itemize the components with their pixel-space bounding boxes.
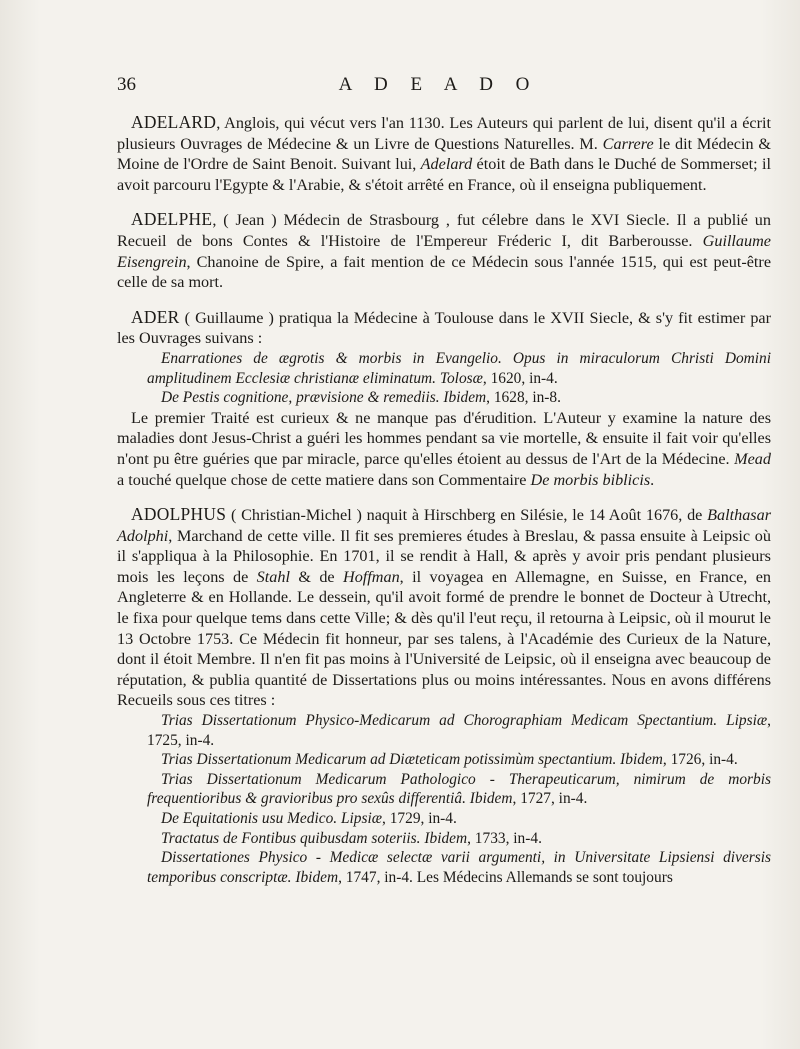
entry-text: étoit de Bath dans le Duché de Sommerset; il avoit parcouru l'Egypte & l'Arabie, & s'étoit arrêté en France, où il enseigna publiquement. — [117, 155, 771, 194]
italic-name: Hoffman — [343, 567, 400, 586]
italic-name: Adelard — [420, 155, 473, 174]
headword: ADER — [131, 306, 180, 327]
entry-paragraph — [117, 112, 771, 195]
page-content — [117, 112, 771, 901]
entry-text: Les Médecins Allemands se sont toujours — [412, 868, 673, 886]
work-imprint: , 1727, in-4. — [512, 790, 588, 808]
italic-name: Mead — [734, 449, 771, 468]
entry-text: le dit Médecin & Moine de l'Ordre de Saint Benoit. Suivant lui, — [117, 134, 771, 174]
entry-text: , il voyagea en Allemagne, en Suisse, en France, en Angleterre & en Hollande. Le dessein, qu'il avoit formé de prendre le bonnet de Docteur à Utrecht, le fixa pour quelque tems dans cette Ville; & dès qu'il l'eut reçu, il retourna à Leipsic, où il mourut le 13 Octobre 1753. Ce Médecin fit honneur, par ses talens, à l'Académie des Curieux de la Nature, dont il étoit Membre. Il n'en fit pas moins à l'Université de Leipsic, où il enseigna avec beaucoup de réputation, & publia quantité de Dissertations plus ou moins intéressantes. Nous en avons différens Recueils sous ces titres : — [117, 567, 771, 710]
entry-text: a touché quelque chose de cette matiere dans son Commentaire — [117, 470, 531, 489]
page-number: 36 — [117, 74, 136, 95]
italic-name: Guillaume Eisengrein — [117, 231, 771, 271]
entry-adelphe — [117, 209, 771, 292]
work-imprint: , 1747, in-4. — [338, 868, 413, 886]
bibliography-item — [117, 829, 771, 849]
page-header — [117, 74, 760, 100]
work-imprint: , 1729, in-4. — [382, 810, 457, 827]
headword: ADELARD — [131, 112, 217, 132]
bibliography-item — [117, 388, 771, 408]
entry-text: & de — [289, 567, 344, 586]
bibliography-item — [117, 711, 771, 750]
work-imprint: , 1628, in-8. — [486, 389, 561, 407]
work-title: Trias Dissertationum Medicarum ad Diæteticam potissimùm spectantium. Ibidem — [161, 751, 663, 769]
running-head: A D E A D O — [338, 74, 539, 95]
headword: ADELPHE — [131, 209, 213, 230]
entry-adolphus — [117, 504, 771, 887]
entry-adelard — [117, 112, 771, 195]
work-title: Trias Dissertationum Medicarum Pathologico - Therapeuticarum, nimirum de morbis frequentioribus & gravioribus pro sexûs differentiâ. Ibidem — [147, 770, 771, 808]
entry-text: ( Christian-Michel ) naquit à Hirschberg en Silésie, le 14 Août 1676, de — [226, 506, 708, 525]
entry-text: , ( Jean ) Médecin de Strasbourg , fut célebre dans le XVI Siecle. Il a publié un Recueil de bons Contes & l'Histoire de l'Empereur Fréderic I, dit Barberousse. — [117, 211, 771, 250]
entry-text: Le premier Traité est curieux & ne manque pas d'érudition. L'Auteur y examine la nature des maladies dont Jesus-Christ a guéri les hommes pendant sa vie mortelle, & ensuite il fait voir qu'elles n'ont pu être guéries que par miracle, parce qu'elles étoient au dessus de l'Art de la Médecine. — [117, 408, 771, 468]
headword: ADOLPHUS — [131, 504, 227, 525]
work-title: Enarrationes de ægrotis & morbis in Evangelio. Opus in miraculorum Christi Domini amplitudinem Ecclesiæ christianæ eliminatum. Tolosæ — [147, 349, 771, 387]
bibliography-item — [117, 809, 771, 829]
entry-text: , Chanoine de Spire, a fait mention de ce Médecin sous l'année 1515, qui est peut-être celle de sa mort. — [117, 252, 771, 292]
work-title: De Pestis cognitione, prævisione & remediis. Ibidem — [161, 389, 487, 407]
entry-text: ( Guillaume ) pratiqua la Médecine à Toulouse dans le XVII Siecle, & s'y fit estimer par les Ouvrages suivans : — [117, 308, 771, 348]
work-imprint: , 1725, in-4. — [147, 712, 771, 749]
bibliography-item — [117, 848, 771, 887]
italic-name: Stahl — [256, 567, 290, 586]
entry-ader — [117, 307, 771, 490]
bibliography-item — [117, 750, 771, 770]
work-imprint: , 1726, in-4. — [662, 751, 738, 769]
entry-paragraph — [117, 408, 771, 490]
italic-name: Balthasar Adolphi — [117, 506, 771, 545]
work-imprint: , 1733, in-4. — [467, 829, 542, 847]
italic-title: De morbis biblicis — [530, 470, 651, 489]
work-title: Dissertationes Physico - Medicæ selectæ varii argumenti, in Universitate Lipsiensi diversis temporibus conscriptæ. Ibidem — [147, 849, 771, 886]
bibliography-item — [117, 349, 771, 388]
work-title: De Equitationis usu Medico. Lipsiæ — [161, 810, 383, 827]
entry-text: . — [650, 470, 655, 489]
entry-text: , Anglois, qui vécut vers l'an 1130. Les Auteurs qui parlent de lui, disent qu'il a écrit plusieurs Ouvrages de Médecine & un Livre de Questions Naturelles. M. — [117, 114, 771, 153]
italic-name: Carrere — [602, 134, 654, 153]
work-imprint: , 1620, in-4. — [482, 369, 558, 387]
entry-paragraph — [117, 209, 771, 292]
work-title: Trias Dissertationum Physico-Medicarum ad Chorographiam Medicam Spectantium. Lipsiæ — [161, 712, 768, 730]
entry-paragraph — [117, 307, 771, 349]
entry-text: , Marchand de cette ville. Il fit ses premieres études à Breslau, & passa ensuite à Leipsic où il s'appliqua à la Philosophie. En 1701, il se rendit à Hall, & après y avoir pris pendant plusieurs mois les leçons de — [117, 526, 771, 586]
bibliography-item — [117, 770, 771, 809]
entry-paragraph — [117, 504, 771, 711]
work-title: Tractatus de Fontibus quibusdam soteriis. Ibidem — [161, 829, 468, 847]
